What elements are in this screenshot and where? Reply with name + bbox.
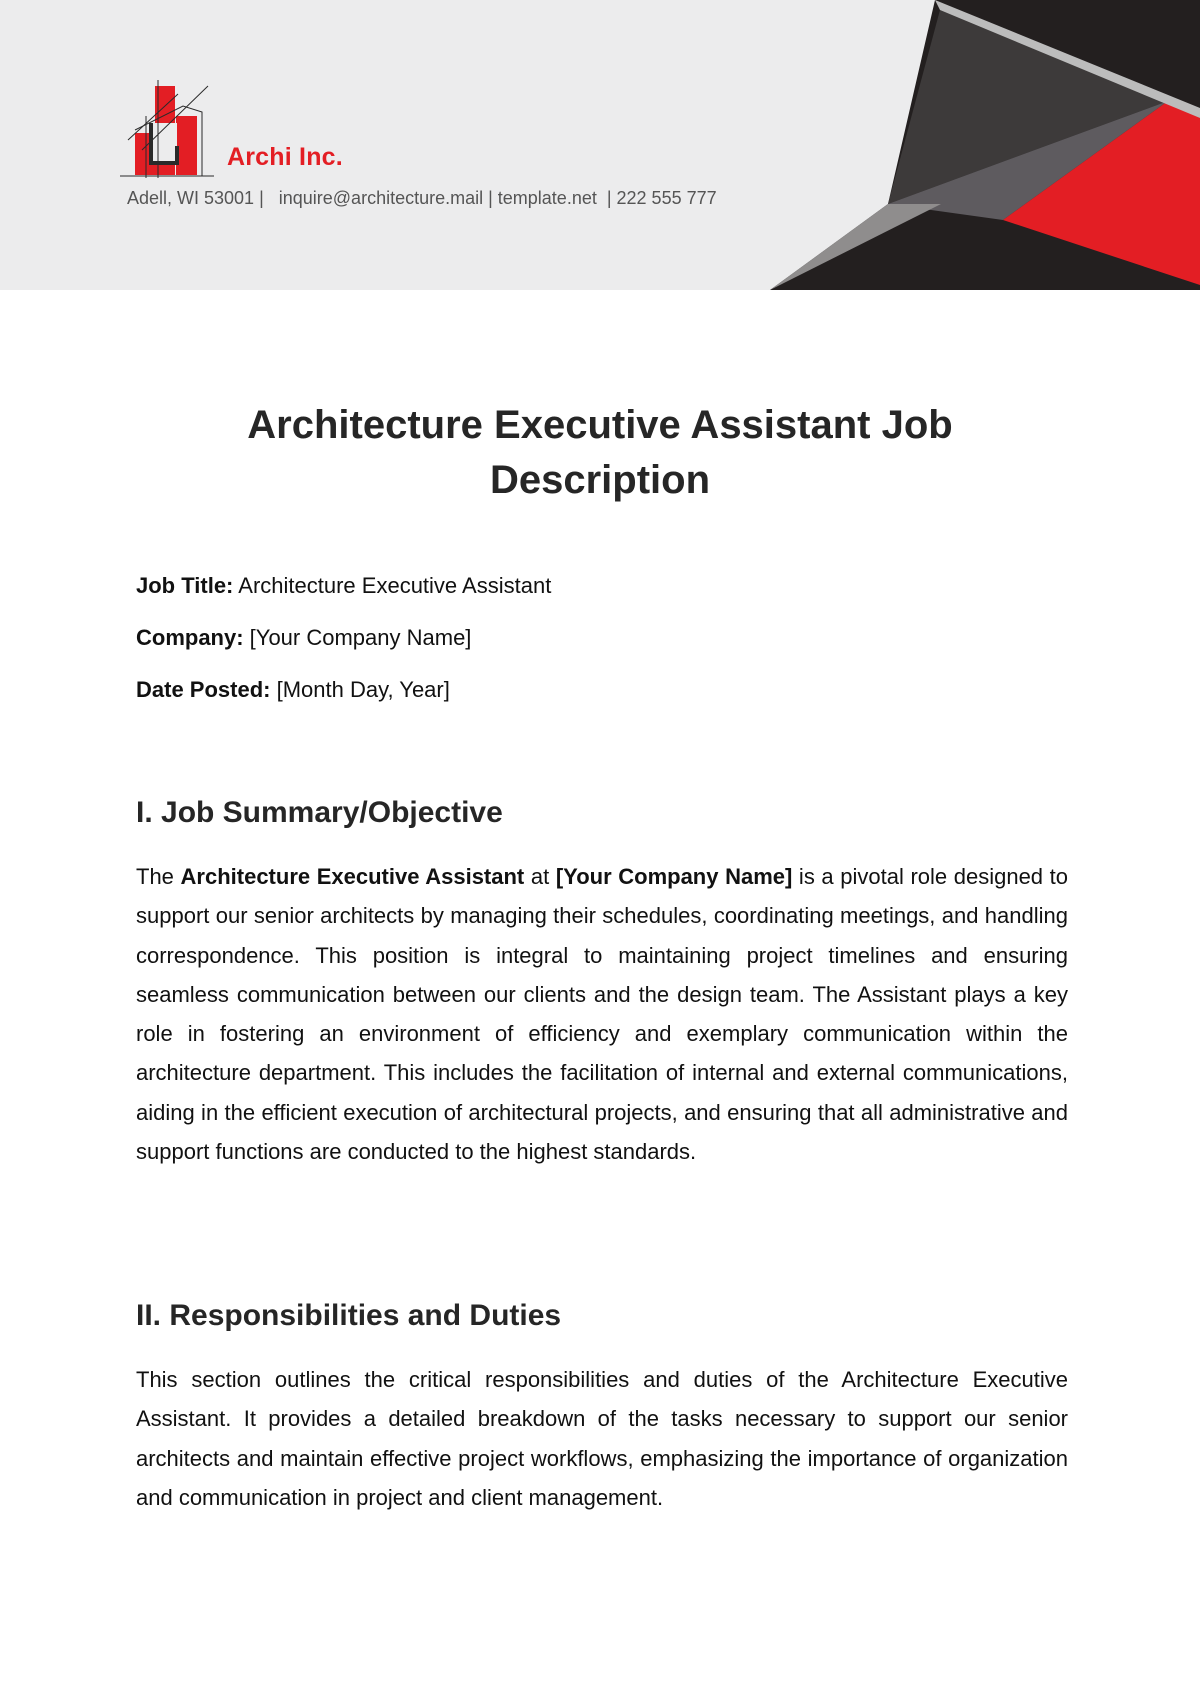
letterhead-band	[0, 0, 1200, 290]
section-heading-job-summary: I. Job Summary/Objective	[136, 796, 503, 829]
meta-value: [Your Company Name]	[243, 625, 472, 650]
role-name: Architecture Executive Assistant	[180, 864, 525, 889]
responsibilities-paragraph: This section outlines the critical responsibilities and duties of the Architecture Executive Assistant. It provides a detailed breakdown of the tasks necessary to support our senior architects and maintain effective project workflows, emphasizing the importance of organization and communication in project and client management.	[136, 1367, 1068, 1510]
meta-job-title	[136, 571, 551, 623]
job-summary-paragraph: The Architecture Executive Assistant at [Your Company Name] is a pivotal role designed to support our senior architects by managing their schedules, coordinating meetings, and handling correspondence. This position is integral to maintaining project timelines and ensuring seamless communication between our clients and the design team. The Assistant plays a key role in fostering an environment of efficiency and exemplary communication within the architecture department. This includes the facilitation of internal and external communications, aiding in the efficient execution of architectural projects, and ensuring that all administrative and support functions are conducted to the highest standards.	[136, 864, 1068, 1165]
job-meta	[136, 571, 551, 727]
section-heading-responsibilities: II. Responsibilities and Duties	[136, 1299, 562, 1332]
meta-value: Architecture Executive Assistant	[233, 573, 552, 598]
meta-company	[136, 623, 551, 675]
meta-value: [Month Day, Year]	[270, 677, 450, 702]
company-name: Archi Inc.	[227, 143, 343, 171]
meta-label: Job Title:	[136, 573, 234, 598]
company-placeholder: [Your Company Name]	[555, 864, 793, 889]
meta-label: Date Posted:	[136, 677, 271, 702]
document-title: Architecture Executive Assistant Job Description	[247, 403, 953, 502]
archi-logo-icon	[118, 78, 218, 178]
company-contact-line: Adell, WI 53001 | inquire@architecture.mail | template.net | 222 555 777	[127, 188, 717, 208]
meta-label: Company:	[136, 625, 244, 650]
meta-date-posted	[136, 675, 551, 727]
